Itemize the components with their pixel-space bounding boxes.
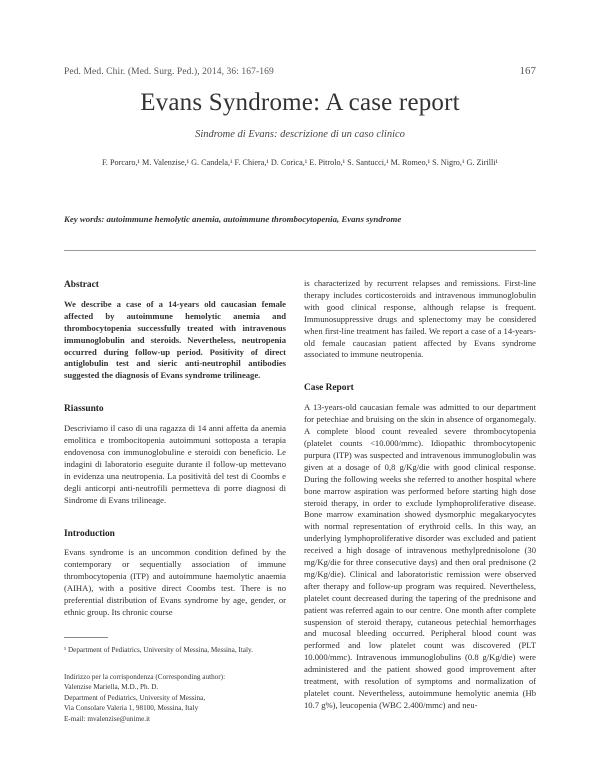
article-title: Evans Syndrome: A case report [140,89,460,116]
introduction-section [64,529,286,619]
introduction-continued-text: is characterized by recurrent relapses and remissions. First-line therapy includes corticosteroids and intravenous immunoglobulin with good clinical response, although relapse is frequent. Immunosuppressive drugs and splenectomy may be considered when first-line treatment has failed. We report a case of a 14-years-old female caucasian patient affected by Evans syndrome associated to immune neutropenia. [304,278,536,360]
keywords [64,214,544,224]
case-report-heading: Case Report [304,383,354,394]
abstract-heading: Abstract [64,280,99,290]
right-column [304,278,536,712]
keywords-text: autoimmune hemolytic anemia, autoimmune thrombocytopenia, Evans syndrome [106,214,402,224]
author-list: F. Porcaro,¹ M. Valenzise,¹ G. Candela,¹ F. Chiera,¹ D. Corica,¹ E. Pitrolo,¹ S. Santucci,¹ M. Romeo,¹ S. Nigro,¹ G. Zirilli¹ [101,158,499,167]
riassunto-section [64,404,286,506]
correspondence-line: Valenzise Mariella, M.D., Ph. D. [64,683,159,692]
correspondence-line: Indirizzo per la corrispondenza (Corresponding author): [64,673,226,681]
correspondence-line: Via Consolare Valeria 1, 98100, Messina, Italy [64,704,199,713]
abstract-section [64,280,286,382]
riassunto-text: Descriviamo il caso di una ragazza di 14 anni affetta da anemia emolitica e trombocitopenia autoimmuni sottoposta a terapia endovenosa con immunoglobuline e steroidi con beneficio. Le indagini di laboratorio eseguite durante il follow-up mettevano in evidenza una neutropenia. La positività del test di Coombs e degli anticorpi anti-neutrofili permetteva di porre diagnosi di Sindrome di Evans trilineage. [64,423,286,505]
left-column [64,258,286,619]
introduction-text: Evans syndrome is an uncommon condition defined by the contemporary or sequentially association of immune thrombocytopenia (ITP) and autoimmune haemolytic anaemia (AIHA), with a positive direct Coombs test. There is no preferential distribution of Evans syndrome by age, gender, or ethnic group. Its chronic course [64,547,286,617]
introduction-heading: Introduction [64,528,115,539]
correspondence-block [64,672,294,724]
case-report-section [304,383,536,711]
running-head: Ped. Med. Chir. (Med. Surg. Ped.), 2014, 36: 167-169 [64,67,274,77]
affiliation-footnote: ¹ Department of Pediatrics, University of Messina, Messina, Italy. [64,646,253,654]
header-divider [64,250,536,251]
correspondence-line: Department of Pediatrics, University of Messina, [64,693,206,702]
article-subtitle: Sindrome di Evans: descrizione di un caso clinico [195,129,405,140]
abstract-text: We describe a case of a 14-years old caucasian female affected by autoimmune hemolytic anemia and thrombocytopenia successfully treated with intravenous immunoglobulin and steroids. Nevertheless, neutropenia occurred during follow-up period. Positivity of direct antiglobulin test and sieric anti-neutrophil antibodies suggested the diagnosis of Evans syndrome trilineage. [64,298,286,381]
keywords-label: Key words: [64,214,105,224]
case-report-text: A 13-years-old caucasian female was admitted to our department for petechiae and bruising on the skin in absence of organomegaly. A complete blood count revealed severe thrombocytopenia (platelet counts <10.000/mmc). Idiopathic thrombocytopenic purpura (ITP) was suspected and intravenous immunoglobulin was given at a dosage of 0,8 g/Kg/die with good clinical response. During the following weeks she referred to another hospital where bone marrow aspiration was performed before starting high dose steroid therapy, in order to exclude lymphoproliferative disease. Bone marrow examination showed dysmorphic megakaryocytes with normal representation of erythroid cells. In this way, an underlying lymphoproliferative disorder was excluded and patient received a high dosage of intravenous methylprednisolone (30 mg/Kg/die for three consecutive days) and then oral prednisone (2 mg/Kg/die). Clinical and laboratoristic remission were observed after therapy and follow-up program was required. Nevertheless, platelet count decreased during the tapering of the prednisone and patient was referred again to our centre. One month after complete suspension of steroid therapy, cutaneous petechial hemorrhages and mucosal bleeding occurred. Peripheral blood count was performed and low platelet count was discovered (PLT 10.000/mmc). Intravenous immunoglobulins (0.8 g/Kg/die) were administered and the patient showed good improvement after treatment, with resolution of symptoms and normalization of platelet count. Nevertheless, autoimmune hemolytic anemia (Hb 10.7 g%), leucopenia (WBC 2.400/mmc) and neu- [304,402,536,710]
riassunto-heading: Riassunto [64,404,104,415]
footnote-divider [64,637,108,638]
page-number: 167 [519,65,536,77]
correspondence-email: E-mail: mvalenzise@unime.it [64,714,151,723]
